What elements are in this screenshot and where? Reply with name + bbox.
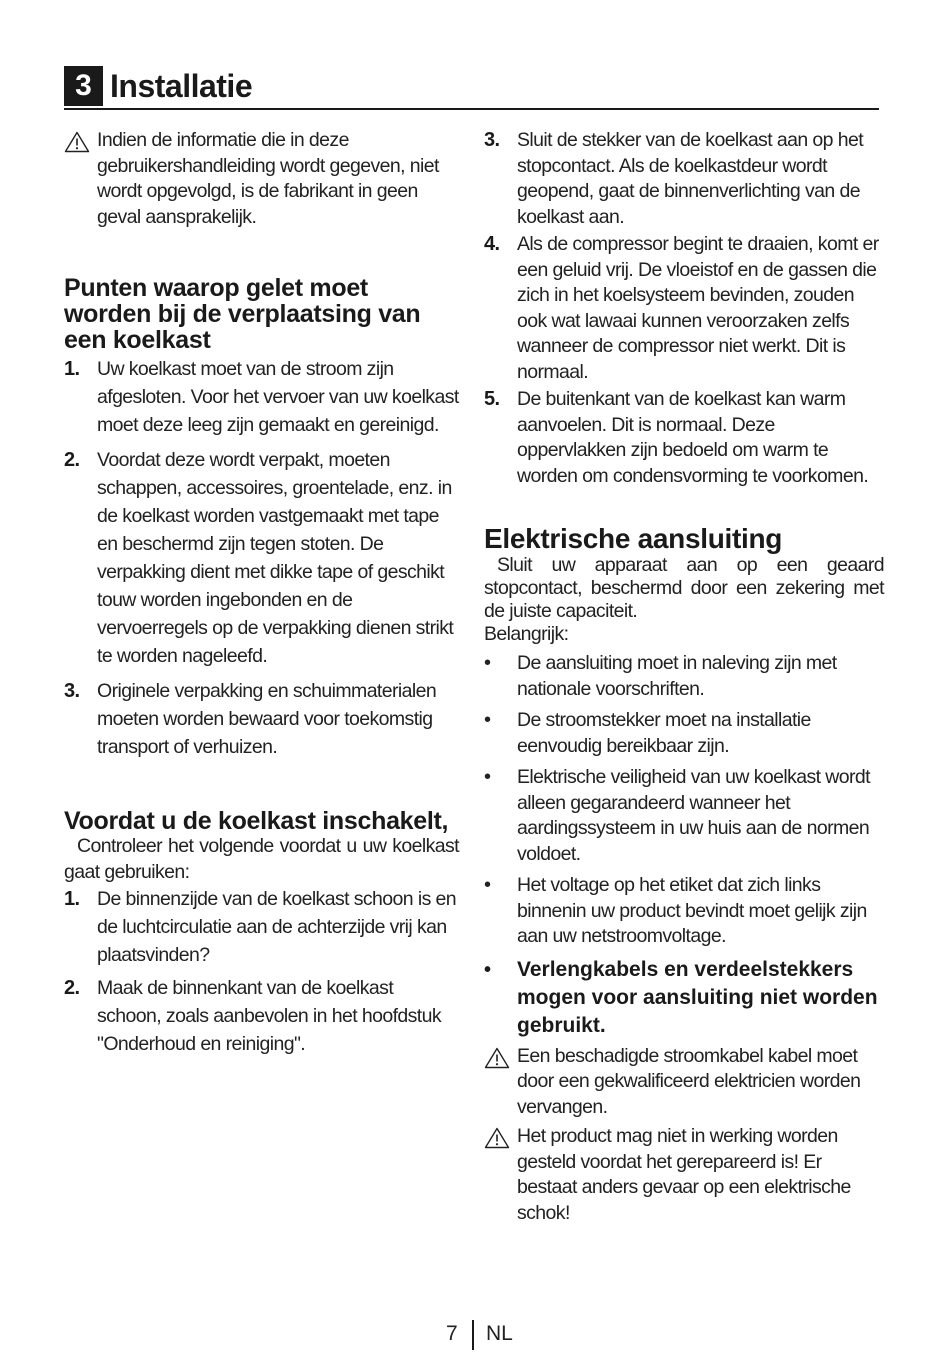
list-item: [64, 677, 459, 761]
bullet-text: Elektrische veiligheid van uw koelkast wordt alleen gegarandeerd wanneer het aardingssysteem in uw huis aan de normen voldoet.: [517, 766, 870, 865]
list-item-text: Sluit de stekker van de koelkast aan op het stopcontact. Als de koelkastdeur wordt geopend, gaat de binnenverlichting van de koelkast aan.: [517, 129, 864, 228]
left-column: [64, 128, 459, 1058]
warning-text: Het product mag niet in werking worden gesteld voordat het gerepareerd is! Er bestaat anders gevaar op een elektrische schok!: [517, 1125, 851, 1224]
bullet-item: [484, 708, 884, 759]
list-item-text: De buitenkant van de koelkast kan warm aanvoelen. Dit is normaal. Deze oppervlakken zijn bedoeld om warm te worden om condensvorming te voorkomen.: [517, 388, 869, 487]
page-footer: [0, 1320, 950, 1352]
list-item: [64, 355, 459, 439]
list-item: [484, 128, 884, 230]
page-number: 7: [446, 1322, 458, 1345]
list-item-number: 1.: [64, 888, 80, 910]
section-title-electrical: Elektrische aansluiting: [484, 523, 783, 554]
warning-text: Een beschadigde stroomkabel kabel moet door een gekwalificeerd elektricien worden vervangen.: [517, 1044, 861, 1118]
list-item: [484, 387, 884, 489]
bullet: •: [484, 958, 492, 981]
section-title-before-switch-on: Voordat u de koelkast inschakelt,: [64, 807, 449, 835]
section-intro: Sluit uw apparaat aan op een geaard stopcontact, beschermd door een zekering met de juiste capaciteit.: [484, 554, 884, 622]
chapter-title: Installatie: [110, 68, 253, 104]
list-item-number: 2.: [64, 977, 80, 999]
list-item-number: 3.: [64, 680, 80, 702]
bullet: •: [484, 874, 491, 896]
list-item-text: Voordat deze wordt verpakt, moeten schappen, accessoires, groentelade, enz. in de koelkast worden vastgemaakt met tape en beschermd zijn tegen stoten. De verpakking dient met dikke tape of geschikt touw worden ingebonden en de vervoerregels op de verpakking dienen strikt te worden nageleefd.: [97, 449, 454, 667]
list-item-text: Als de compressor begint te draaien, komt er een geluid vrij. De vloeistof en de gassen die zich in het koelsysteem bevinden, zouden ook wat lawaai kunnen veroorzaken zelfs wanneer de compressor niet werkt. Dit is normaal.: [517, 233, 879, 383]
list-item-text: De binnenzijde van de koelkast schoon is en de luchtcirculatie aan de achterzijde vrij kan plaatsvinden?: [97, 888, 457, 966]
bullet-item: [484, 765, 884, 867]
bullet-text: Het voltage op het etiket dat zich links binnenin uw product bevindt moet gelijk zijn aan uw netstroomvoltage.: [517, 874, 867, 947]
list-item: [64, 446, 459, 670]
important-label: Belangrijk:: [484, 623, 569, 645]
chapter-header: [64, 64, 879, 110]
warning-note: [484, 1044, 884, 1121]
bullet: •: [484, 766, 491, 788]
list-item-number: 3.: [484, 129, 500, 151]
list-item-text: Originele verpakking en schuimmaterialen moeten worden bewaard voor toekomstig transport of verhuizen.: [97, 680, 437, 758]
list-item-text: Maak de binnenkant van de koelkast schoon, zoals aanbevolen in het hoofdstuk "Onderhoud en reiniging".: [97, 977, 441, 1055]
list-item-number: 5.: [484, 388, 500, 410]
list-item-number: 2.: [64, 449, 80, 471]
list-item: [64, 974, 459, 1058]
warning-triangle-icon: [64, 131, 90, 153]
intro-warning: [64, 128, 459, 230]
bullet-text: Verlengkabels en verdeelstekkers mogen voor aansluiting niet worden gebruikt.: [517, 957, 878, 1037]
list-item-text: Uw koelkast moet van de stroom zijn afgesloten. Voor het vervoer van uw koelkast moet deze leeg zijn gemaakt en gereinigd.: [97, 358, 459, 436]
bullet: •: [484, 652, 491, 674]
section-title-moving: Punten waarop gelet moet worden bij de verplaatsing van een koelkast: [64, 274, 421, 354]
list-item: [64, 885, 459, 969]
list-item-number: 1.: [64, 358, 80, 380]
footer-divider: [472, 1320, 474, 1350]
bullet-item-bold: [484, 956, 884, 1040]
chapter-number: 3: [64, 66, 103, 106]
warning-note: [484, 1124, 884, 1226]
list-item-number: 4.: [484, 233, 500, 255]
section-intro: Controleer het volgende voordat u uw koelkast gaat gebruiken:: [64, 835, 459, 883]
list-item: [484, 232, 884, 385]
bullet-item: [484, 651, 884, 702]
intro-warning-text: Indien de informatie die in deze gebruikershandleiding wordt gegeven, niet wordt opgevolgd, is de fabrikant in geen geval aansprakelijk.: [97, 129, 439, 228]
warning-triangle-icon: [484, 1127, 510, 1149]
bullet-item: [484, 873, 884, 950]
warning-triangle-icon: [484, 1047, 510, 1069]
bullet: •: [484, 709, 491, 731]
bullet-text: De aansluiting moet in naleving zijn met nationale voorschriften.: [517, 652, 837, 700]
language-code: NL: [486, 1322, 513, 1345]
bullet-text: De stroomstekker moet na installatie eenvoudig bereikbaar zijn.: [517, 709, 811, 757]
right-column: [484, 128, 884, 1226]
